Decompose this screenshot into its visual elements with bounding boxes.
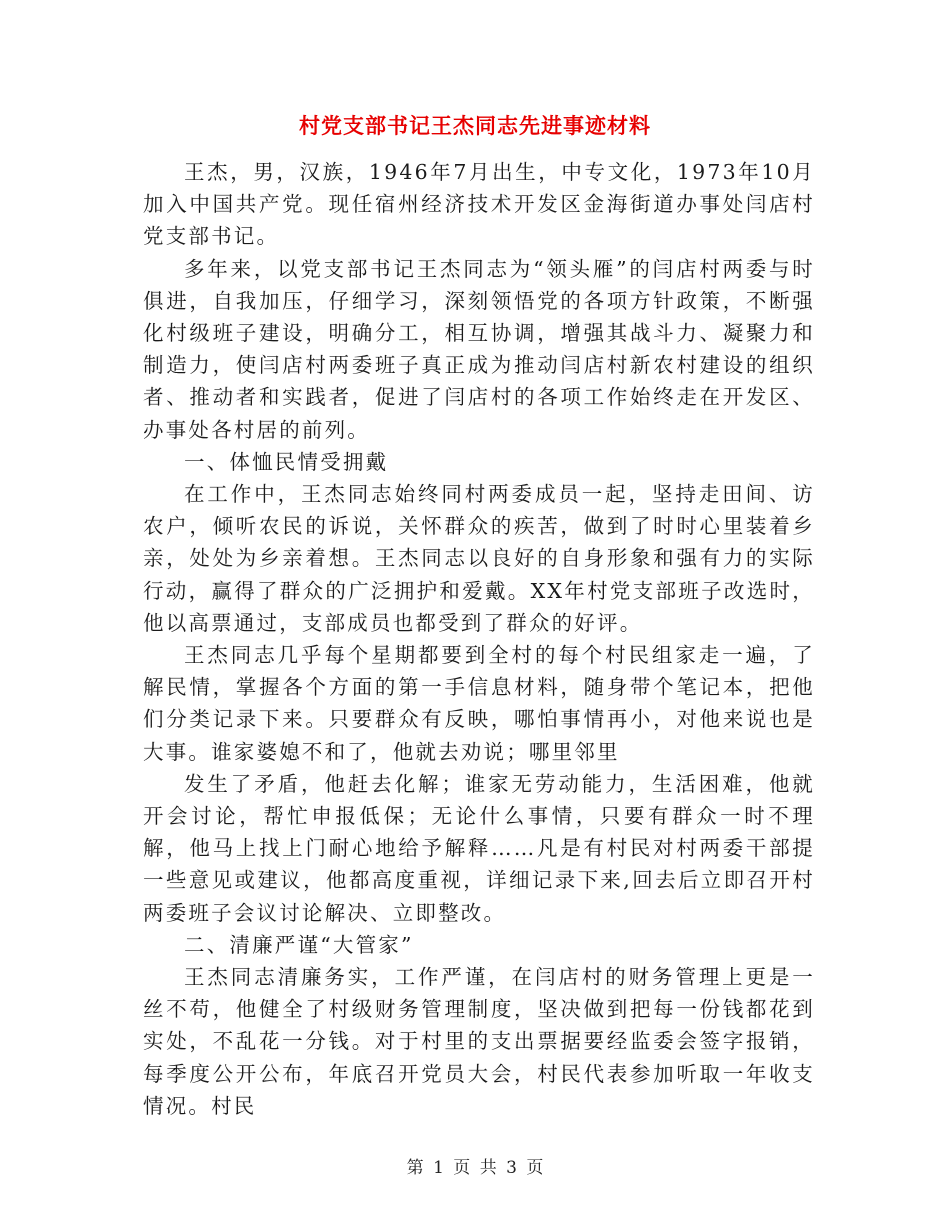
section-heading-1: 一、体恤民情受拥戴 [184, 449, 389, 474]
paragraph-section1-b: 王杰同志几乎每个星期都要到全村的每个村民组家走一遍，了解民情，掌握各个方面的第一手信息材料，随身带个笔记本，把他们分类记录下来。只要群众有反映，哪怕事情再小，对他来说也是大事。谁家婆媳不和了，他就去劝说；哪里邻里 [143, 643, 815, 764]
paragraph-overview: 多年来，以党支部书记王杰同志为“领头雁”的闫店村两委与时俱进，自我加压，仔细学习，深刻领悟党的各项方针政策，不断强化村级班子建设，明确分工，相互协调，增强其战斗力、凝聚力和制造力，使闫店村两委班子真正成为推动闫店村新农村建设的组织者、推动者和实践者，促进了闫店村的各项工作始终走在开发区、办事处各村居的前列。 [143, 256, 815, 442]
document-body [143, 156, 815, 1122]
section-heading-2: 二、清廉严谨“大管家” [184, 932, 414, 957]
document-title: 村党支部书记王杰同志先进事迹材料 [299, 113, 651, 138]
paragraph-section1-a: 在工作中，王杰同志始终同村两委成员一起，坚持走田间、访农户，倾听农民的诉说，关怀群众的疾苦，做到了时时心里装着乡亲，处处为乡亲着想。王杰同志以良好的自身形象和强有力的实际行动，赢得了群众的广泛拥护和爱戴。XX年村党支部班子改选时，他以高票通过，支部成员也都受到了群众的好评。 [143, 482, 815, 635]
paragraph-intro: 王杰，男，汉族，1946年7月出生，中专文化，1973年10月加入中国共产党。现任宿州经济技术开发区金海街道办事处闫店村党支部书记。 [143, 160, 815, 249]
page-footer: 第 1 页 共 3 页 [406, 1158, 544, 1178]
paragraph-section1-c: 发生了矛盾，他赶去化解；谁家无劳动能力，生活困难，他就开会讨论，帮忙申报低保；无论什么事情，只要有群众一时不理解，他马上找上门耐心地给予解释……凡是有村民对村两委干部提一些意见或建议，他都高度重视，详细记录下来,回去后立即召开村两委班子会议讨论解决、立即整改。 [143, 771, 815, 925]
paragraph-section2-a: 王杰同志清廉务实，工作严谨，在闫店村的财务管理上更是一丝不苟，他健全了村级财务管理制度，坚决做到把每一份钱都花到实处，不乱花一分钱。对于村里的支出票据要经监委会签字报销，每季度公开公布，年底召开党员大会，村民代表参加听取一年收支情况。村民 [143, 965, 815, 1118]
